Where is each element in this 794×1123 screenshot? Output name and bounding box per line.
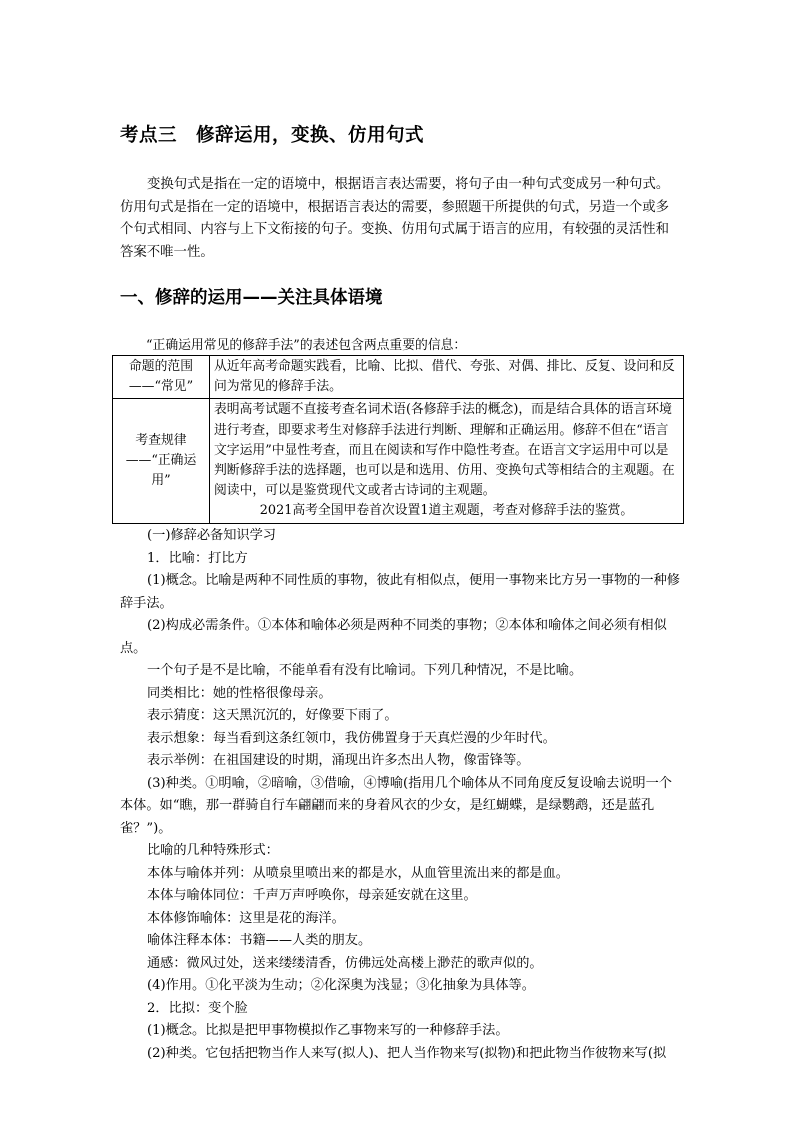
section-heading: 一、修辞的运用——关注具体语境 [120,288,383,308]
intro-paragraph: 变换句式是指在一定的语境中，根据语言表达需要，将句子由一种句式变成另一种句式。仿用句式是指在一定的语境中，根据语言表达的需要，参照题干所提供的句式，另造一个或多个句式相同、内容与上下文衔接的句子。变换、仿用句式属于语言的应用，有较强的灵活性和答案不唯一性。 [120,177,670,260]
example-line: 本体修饰喻体：这里是花的海洋。 [147,910,345,926]
body-content [120,525,680,1065]
table-row-content [210,399,684,523]
example-line: 喻体注释本体：书籍——人类的朋友。 [147,933,372,948]
item-heading: 2．比拟：变个脸 [147,1000,248,1016]
info-table [112,355,684,524]
table-row-content-main: 表明高考试题不直接考查名词术语(各修辞手法的概念)，而是结合具体的语言环境进行考查，即要求考生对修辞手法进行判断、理解和正确运用。修辞不但在“语言文字运用”中显性考查，而且在阅读和写作中隐性考查。在语言文字运用中可以是判断修辞手法的选择题，也可以是和选用、仿用、变换句式等相结合的主观题。在阅读中，可以是鉴赏现代文或者古诗词的主观题。 [214,402,675,499]
table-row-label: 考查规律——“正确运用” [113,399,210,523]
body-paragraph: (4)作用。①化平淡为生动；②化深奥为浅显；③化抽象为具体等。 [147,978,535,993]
example-line: 表示猜度：这天黑沉沉的，好像要下雨了。 [147,708,398,723]
table-row-content-tail: 2021高考全国甲卷首次设置1道主观题，考查对修辞手法的鉴赏。 [259,503,634,519]
table-row [113,399,684,523]
body-paragraph: 比喻的几种特殊形式： [147,843,279,858]
example-line: 表示举例：在祖国建设的时期，涌现出许多杰出人物，像雷锋等。 [147,753,530,768]
example-line: 本体与喻体并列：从喷泉里喷出来的都是水，从血管里流出来的都是血。 [147,865,569,881]
table-row [113,356,684,399]
body-paragraph: 一个句子是不是比喻，不能单看有没有比喻词。下列几种情况，不是比喻。 [147,663,583,678]
body-paragraph: (1)概念。比喻是两种不同性质的事物，彼此有相似点，便用一事物来比方另一事物的一种修辞手法。 [120,573,680,611]
example-line: 本体与喻体同位：千声万声呼唤你，母亲延安就在这里。 [147,888,477,903]
table-lead-text: “正确运用常见的修辞手法”的表述包含两点重要的信息： [146,338,467,353]
example-line: 同类相比：她的性格很像母亲。 [147,685,332,701]
example-line: 表示想象：每当看到这条红领巾，我仿佛置身于天真烂漫的少年时代。 [147,730,556,746]
body-paragraph: (2)构成必需条件。①本体和喻体必须是两种不同类的事物；②本体和喻体之间必须有相似点。 [120,618,667,656]
body-paragraph: (1)概念。比拟是把甲事物模拟作乙事物来写的一种修辞手法。 [147,1023,509,1038]
page-title: 考点三 修辞运用，变换、仿用句式 [120,125,425,146]
table-row-content: 从近年高考命题实践看，比喻、比拟、借代、夸张、对偶、排比、反复、设问和反问为常见的修辞手法。 [210,356,684,399]
table-row-label: 命题的范围——“常见” [113,356,210,399]
example-line: 通感：微风过处，送来缕缕清香，仿佛远处高楼上渺茫的歌声似的。 [147,955,543,971]
subsection-heading: (一)修辞必备知识学习 [147,528,276,543]
body-paragraph: (3)种类。①明喻，②暗喻，③借喻，④博喻(指用几个喻体从不同角度反复设喻去说明一个本体。如“瞧，那一群骑自行车翩翩而来的身着风衣的少女，是红蝴蝶，是绿鹦鹉，还是蓝孔雀？”)。 [120,775,672,836]
body-paragraph: (2)种类。它包括把物当作人来写(拟人)、把人当作物来写(拟物)和把此物当作彼物来写(拟 [147,1045,667,1061]
item-heading: 1．比喻：打比方 [147,550,248,566]
